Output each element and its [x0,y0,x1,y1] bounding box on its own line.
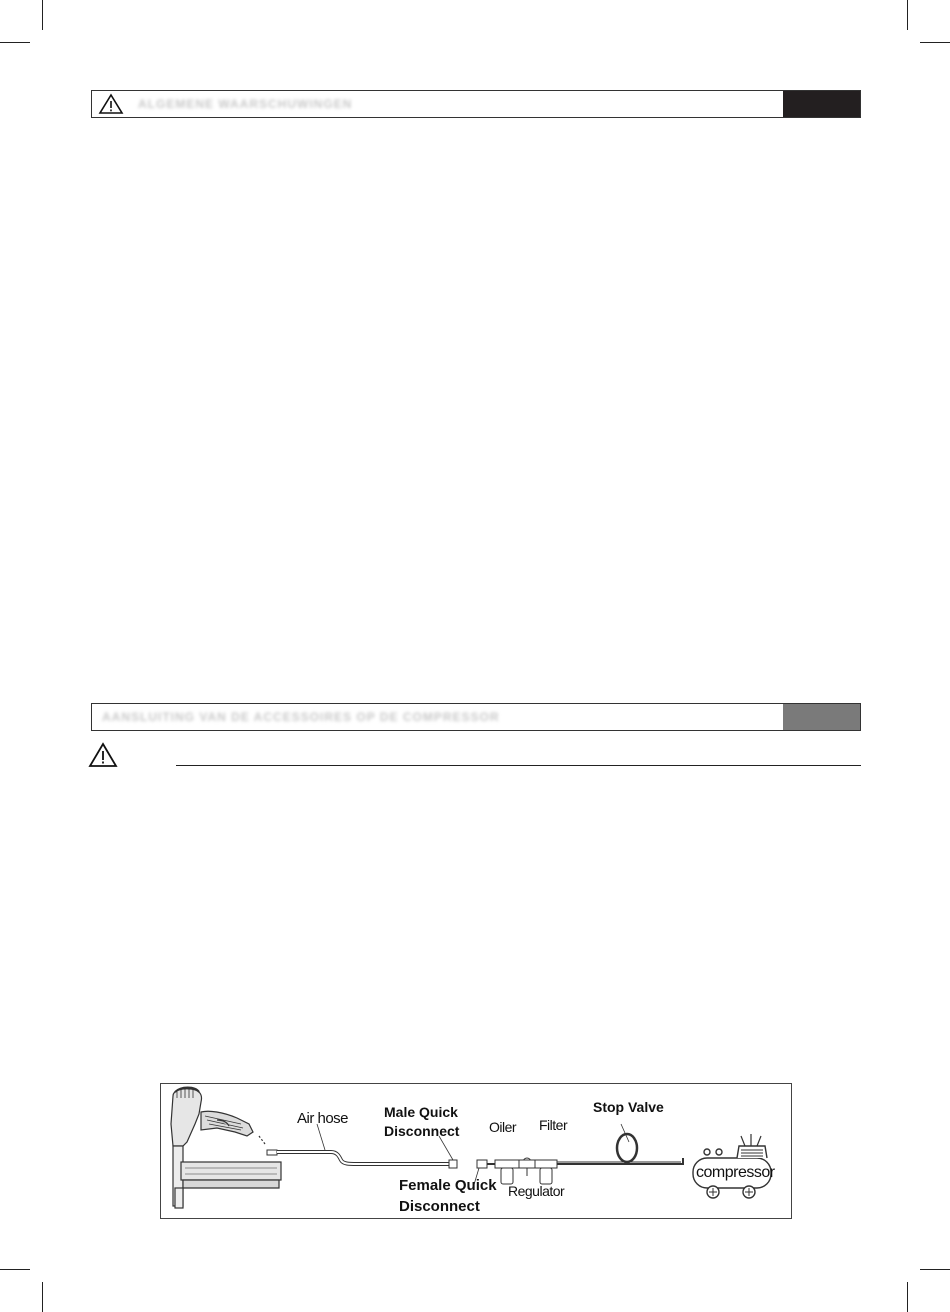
warning-triangle-icon [88,742,118,768]
male-quick-disconnect-label-line1: Male Quick [384,1104,458,1120]
crop-mark [0,1269,30,1270]
crop-mark [42,0,43,30]
crop-mark [907,1282,908,1312]
regulator-label: Regulator [508,1183,565,1199]
warning-rule [176,765,861,766]
section-header-general-warnings [91,90,861,118]
crop-mark [42,1282,43,1312]
filter-label: Filter [539,1117,568,1133]
crop-mark [907,0,908,30]
section-title: ALGEMENE WAARSCHUWINGEN [138,97,353,111]
male-quick-disconnect-label-line2: Disconnect [384,1123,460,1139]
warning-triangle-icon [98,93,124,115]
section-tab [783,704,860,730]
female-quick-disconnect-label-line1: Female Quick [399,1177,497,1194]
nailer-drawing [171,1088,281,1209]
crop-mark [0,42,30,43]
female-quick-disconnect-label-line2: Disconnect [399,1198,480,1215]
air-hose-label: Air hose [297,1110,349,1127]
crop-mark [920,1269,950,1270]
section-tab [783,91,860,117]
air-hose-line [277,1152,449,1164]
stop-valve-label: Stop Valve [593,1099,664,1115]
section-header-accessories [91,703,861,731]
compressor-label: compressor [696,1164,775,1181]
oiler-label: Oiler [489,1119,517,1135]
air-supply-diagram [160,1083,792,1219]
section-title: AANSLUITING VAN DE ACCESSOIRES OP DE COMPRESSOR [102,710,500,724]
crop-mark [920,42,950,43]
